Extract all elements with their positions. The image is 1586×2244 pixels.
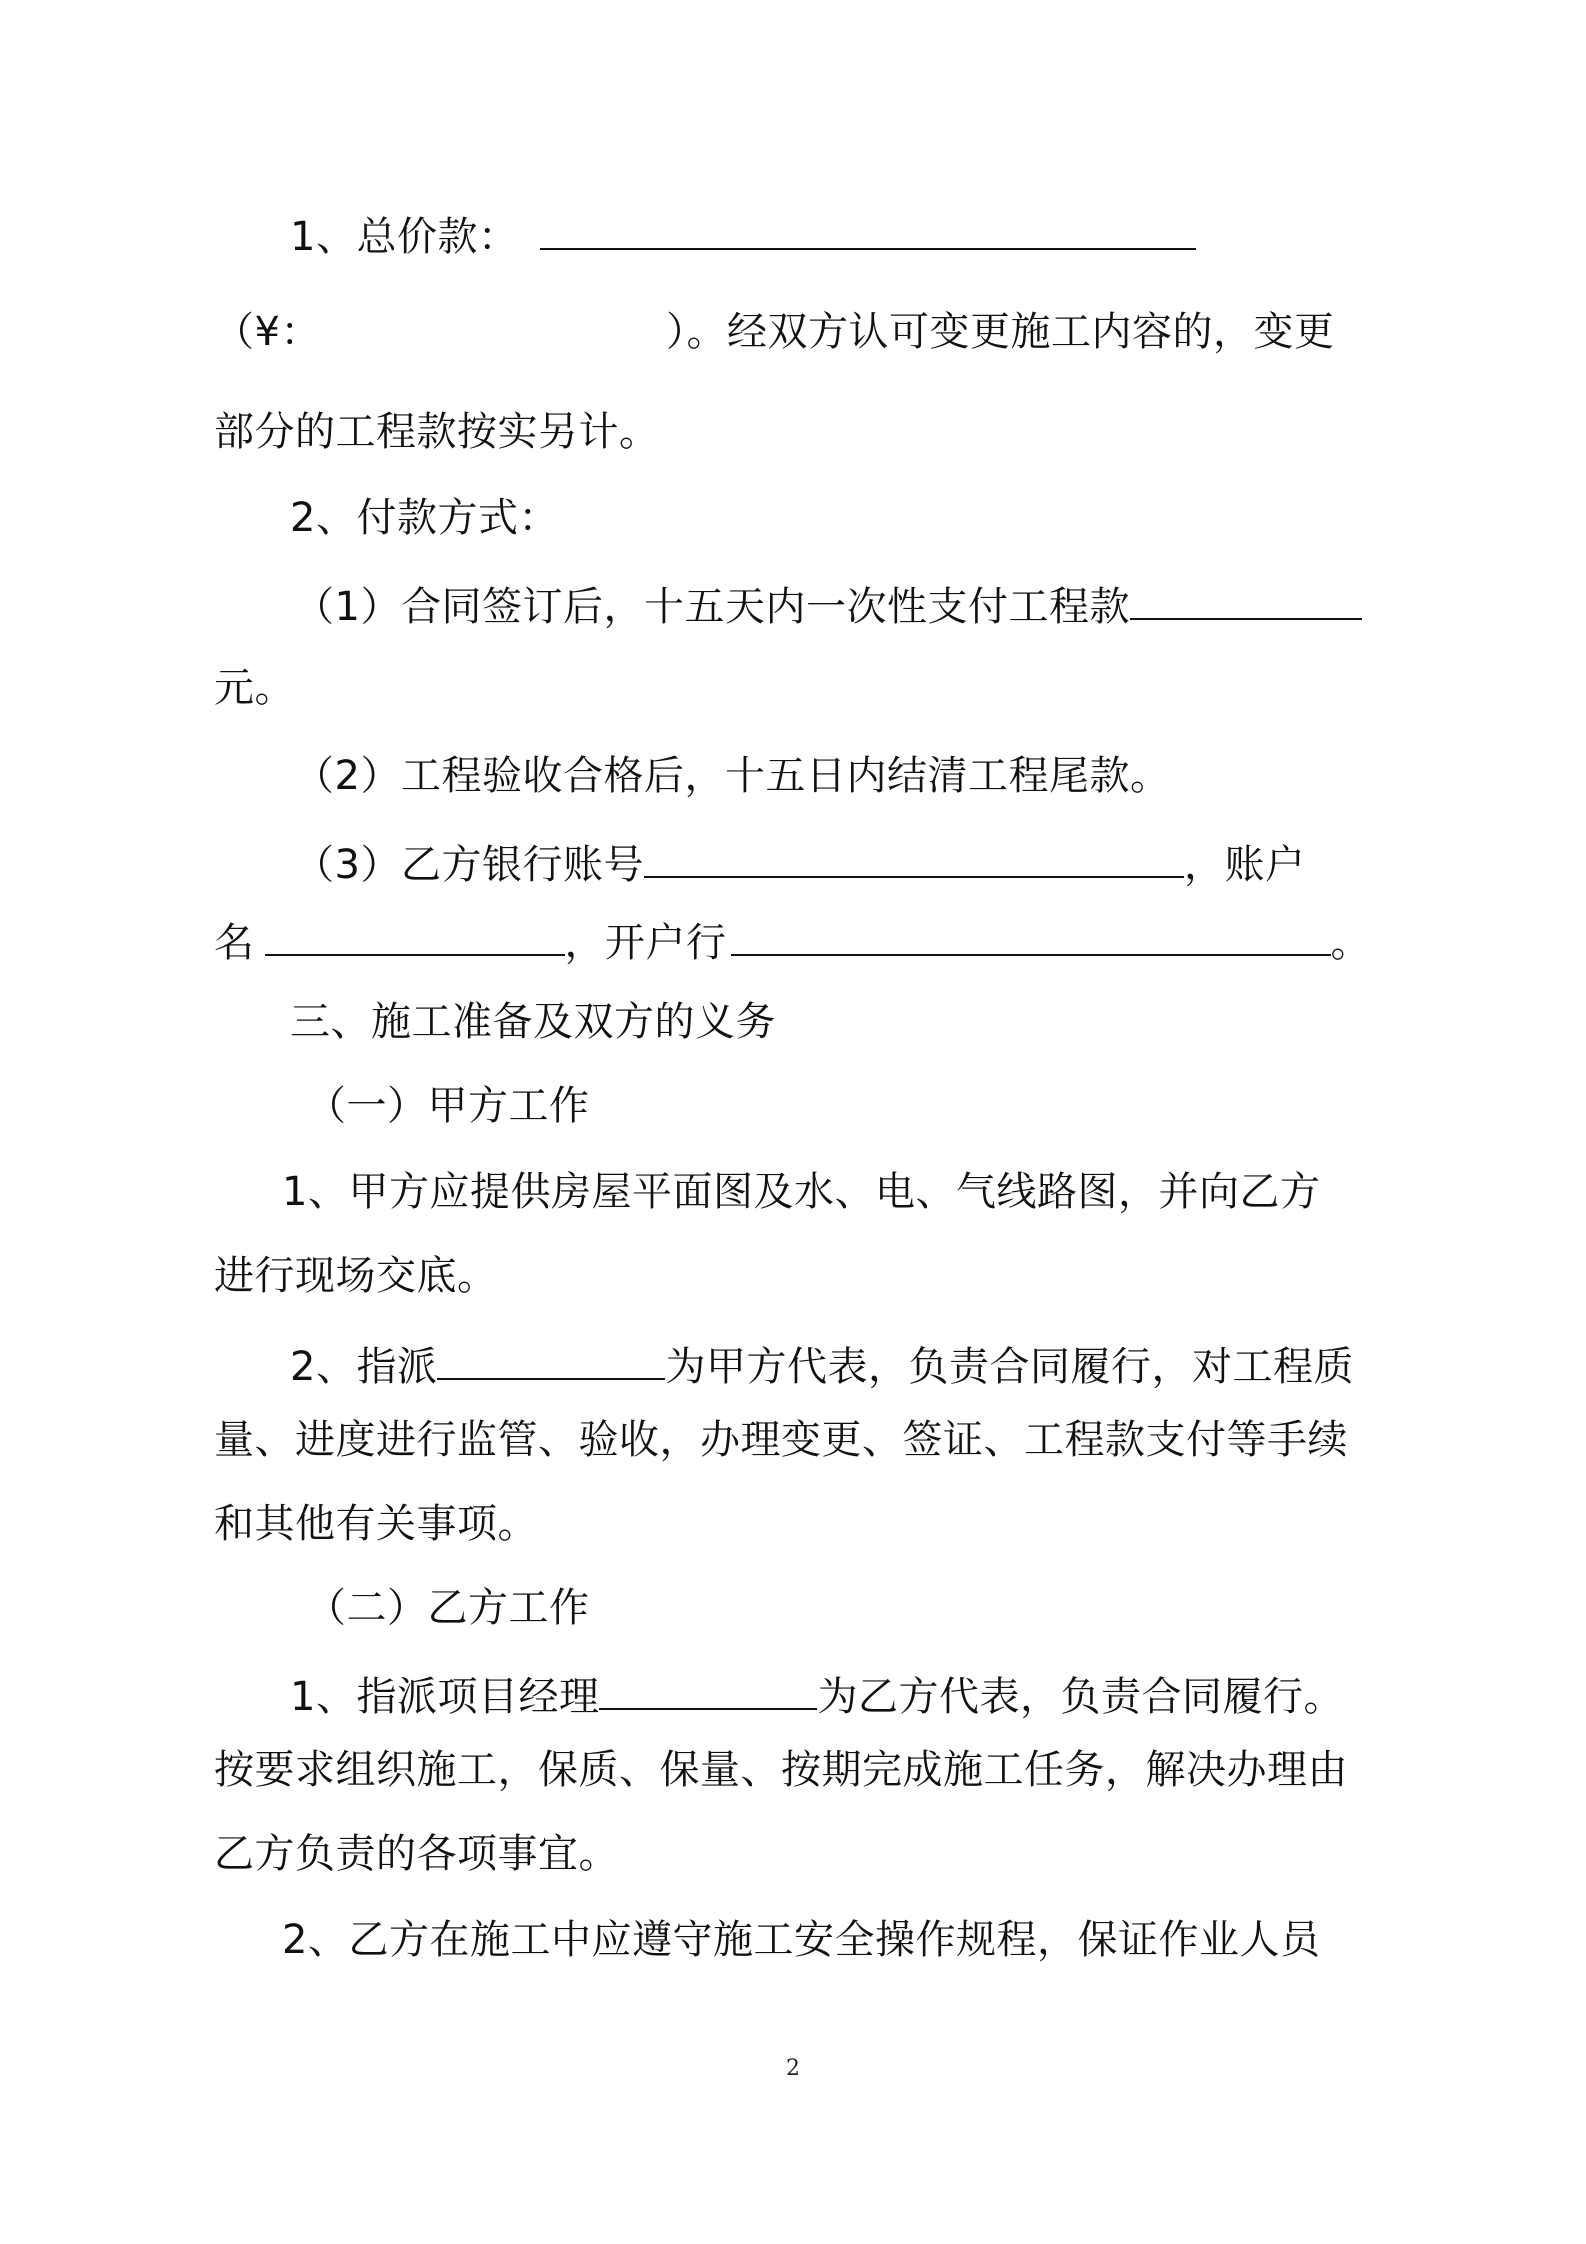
party-b-item1-l3: 乙方负责的各项事宜。 bbox=[214, 1831, 619, 1877]
party-a-title: （一）甲方工作 bbox=[306, 1083, 590, 1129]
total-price-amount-line bbox=[214, 308, 1334, 356]
payment-sub1-unit: 元。 bbox=[214, 665, 295, 711]
account-name-label-a: ，账户 bbox=[1183, 842, 1306, 888]
section3-title: 三、施工准备及双方的义务 bbox=[290, 999, 776, 1045]
payment-sub3-line2 bbox=[214, 916, 1371, 967]
payment-sub2-text: （2）工程验收合格后，十五日内结清工程尾款。 bbox=[294, 753, 1171, 799]
payment-sub1-text: （1）合同签订后，十五天内一次性支付工程款 bbox=[294, 584, 1130, 630]
party-a-rep-duty: 为甲方代表，负责合同履行，对工程质 bbox=[665, 1344, 1354, 1390]
party-a-item1-l2: 进行现场交底。 bbox=[214, 1253, 498, 1299]
bank-label: ，开户行 bbox=[564, 920, 727, 966]
payment-sub1-line bbox=[294, 580, 1362, 631]
payment-method-label: 2、付款方式： bbox=[290, 495, 559, 541]
party-a-item2-l3: 和其他有关事项。 bbox=[214, 1501, 538, 1547]
bank-account-label: （3）乙方银行账号 bbox=[294, 842, 644, 888]
sub3-period: 。 bbox=[1330, 920, 1371, 966]
bank-account-blank[interactable] bbox=[644, 838, 1184, 878]
payment-sub1-blank[interactable] bbox=[1130, 580, 1362, 620]
party-b-item2-l1: 2、乙方在施工中应遵守施工安全操作规程，保证作业人员 bbox=[282, 1917, 1321, 1963]
party-b-rep-duty: 为乙方代表，负责合同履行。 bbox=[817, 1674, 1344, 1720]
account-name-blank[interactable] bbox=[265, 916, 565, 956]
party-a-item1-l1: 1、甲方应提供房屋平面图及水、电、气线路图，并向乙方 bbox=[282, 1169, 1321, 1215]
currency-open: （¥： bbox=[214, 309, 321, 355]
party-a-item2-l2: 量、进度进行监管、验收，办理变更、签证、工程款支付等手续 bbox=[214, 1417, 1348, 1463]
party-b-manager-label: 1、指派项目经理 bbox=[290, 1674, 600, 1720]
change-clause: ）。经双方认可变更施工内容的，变更 bbox=[665, 309, 1335, 355]
total-price-line bbox=[290, 210, 1196, 261]
account-name-label-b: 名 bbox=[214, 920, 255, 966]
party-a-appoint-label: 2、指派 bbox=[290, 1344, 438, 1390]
party-b-manager-blank[interactable] bbox=[599, 1670, 817, 1710]
bank-blank[interactable] bbox=[731, 916, 1331, 956]
party-b-title: （二）乙方工作 bbox=[306, 1585, 590, 1631]
party-b-item1-l2: 按要求组织施工，保质、保量、按期完成施工任务，解决办理由 bbox=[214, 1747, 1348, 1793]
total-price-blank[interactable] bbox=[540, 210, 1196, 250]
payment-sub3-line bbox=[294, 838, 1305, 889]
party-a-item2-line bbox=[290, 1340, 1354, 1391]
change-clause-cont: 部分的工程款按实另计。 bbox=[214, 409, 660, 455]
party-a-rep-blank[interactable] bbox=[437, 1340, 665, 1380]
party-b-item1-line bbox=[290, 1670, 1344, 1721]
total-price-label: 1、总价款： bbox=[290, 214, 519, 260]
page-number: 2 bbox=[786, 2056, 800, 2081]
